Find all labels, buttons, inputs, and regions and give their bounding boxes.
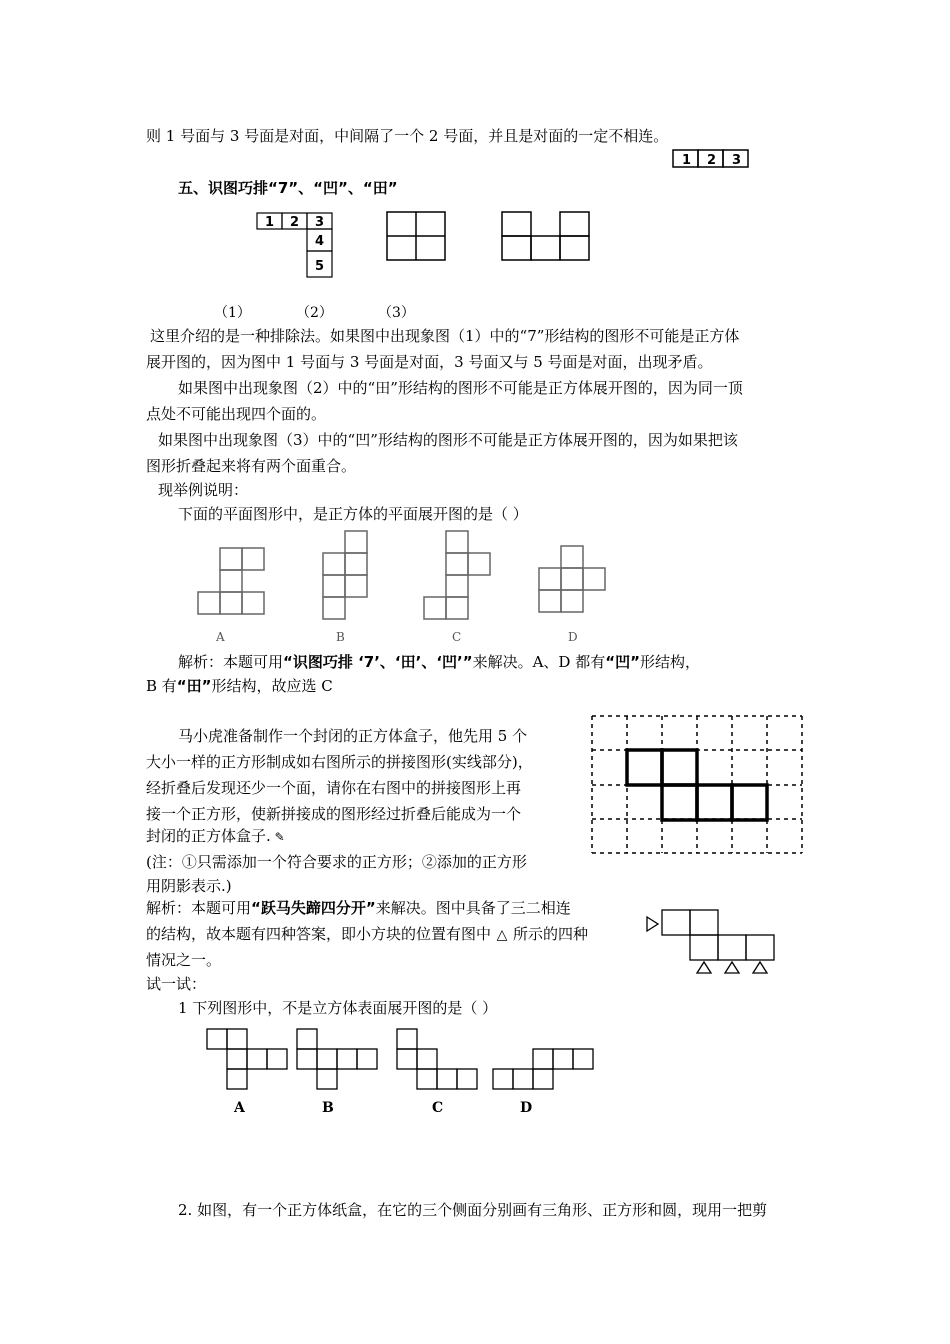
try-option-label-d: D <box>520 1100 533 1116</box>
text-line: 这里介绍的是一种排除法。如果图中出现象图（1）中的“7”形结构的图形不可能是正方体 <box>150 327 740 345</box>
question-line: 1 下列图形中，不是立方体表面展开图的是（ ） <box>178 999 498 1017</box>
section-heading: 五、识图巧排“7”、“凹”、“田” <box>178 179 398 197</box>
text-line: 现举例说明： <box>158 481 249 499</box>
question-line: 2. 如图，有一个正方体纸盒，在它的三个侧面分别画有三角形、正方形和圆，现用一把剪 <box>178 1201 768 1219</box>
text-line: 接一个正方形，使新拼接成的图形经过折叠后能成为一个 <box>146 805 522 823</box>
triangle-marker <box>647 917 658 931</box>
triangle-marker <box>697 962 711 973</box>
text-line: 情况之一。 <box>146 951 222 969</box>
try-option-label-b: B <box>322 1100 334 1116</box>
text-line: 图形折叠起来将有两个面重合。 <box>146 457 357 475</box>
triangle-icon: △ <box>496 927 508 943</box>
option-label-a: A <box>216 630 225 644</box>
text-line: 点处不可能出现四个面的。 <box>146 405 327 423</box>
text-line: 经折叠后发现还少一个面，请你在右图中的拼接图形上再 <box>146 779 522 797</box>
triangle-marker <box>753 962 767 973</box>
strip-label-1: 1 <box>682 153 692 168</box>
fig-label-1: （1） <box>214 305 251 321</box>
text-line: 封闭的正方体盒子. ✎ <box>146 827 285 845</box>
text-line: 如果图中出现象图（2）中的“田”形结构的图形不可能是正方体展开图的，因为同一顶 <box>178 379 743 397</box>
strip-label-2: 2 <box>707 153 717 168</box>
analysis-line: 解析：本题可用“跃马失蹄四分开”来解决。图中具备了三二相连 <box>146 899 571 917</box>
fig7-label-5: 5 <box>315 259 325 274</box>
analysis-line: 的结构，故本题有四种答案，即小方块的位置有图中 △ 所示的四种 <box>146 925 589 943</box>
tian-shape-figure <box>386 211 448 263</box>
text-line: 用阴影表示.) <box>146 877 232 895</box>
text-line: (注：①只需添加一个符合要求的正方形；②添加的正方形 <box>146 853 527 871</box>
fig7-label-4: 4 <box>315 234 325 249</box>
try-option-label-a: A <box>234 1100 245 1116</box>
dashed-grid-figure <box>590 714 804 856</box>
try-options-figure <box>204 1026 604 1096</box>
text-line: 展开图的，因为图中 1 号面与 3 号面是对面，3 号面又与 5 号面是对面，出现矛盾。 <box>146 353 713 371</box>
text-line: 如果图中出现象图（3）中的“凹”形结构的图形不可能是正方体展开图的，因为如果把该 <box>158 431 738 449</box>
seven-shape-figure <box>256 212 336 280</box>
fig7-label-2: 2 <box>290 215 300 230</box>
option-label-b: B <box>336 630 345 644</box>
text-line: 则 1 号面与 3 号面是对面，中间隔了一个 2 号面，并且是对面的一定不相连。 <box>146 127 669 145</box>
text-line: 马小虎准备制作一个封闭的正方体盒子，他先用 5 个 <box>178 727 528 745</box>
triangle-marker <box>725 962 739 973</box>
try-option-label-c: C <box>432 1100 444 1116</box>
text-line: 大小一样的正方形制成如右图所示的拼接图形(实线部分)， <box>146 753 533 771</box>
option-label-d: D <box>568 630 578 644</box>
analysis-line: B 有“田”形结构，故应选 C <box>146 677 333 695</box>
fig7-label-3: 3 <box>315 215 325 230</box>
fig-label-2: （2） <box>296 305 333 321</box>
option-label-c: C <box>452 630 462 644</box>
answer-positions-figure <box>644 906 780 976</box>
strip-label-3: 3 <box>732 153 742 168</box>
question-line: 下面的平面图形中，是正方体的平面展开图的是（ ） <box>178 505 528 523</box>
text-line: 试一试： <box>146 975 207 993</box>
analysis-line: 解析：本题可用“识图巧排 ‘7’、‘田’、‘凹’”来解决。A、D 都有“凹”形结构， <box>178 653 700 671</box>
fig7-label-1: 1 <box>265 215 275 230</box>
scribble-icon: ✎ <box>270 830 285 844</box>
fig-label-3: （3） <box>378 305 415 321</box>
ao-shape-figure <box>501 211 593 263</box>
number-strip-figure <box>672 149 752 169</box>
options-figure <box>190 528 620 650</box>
